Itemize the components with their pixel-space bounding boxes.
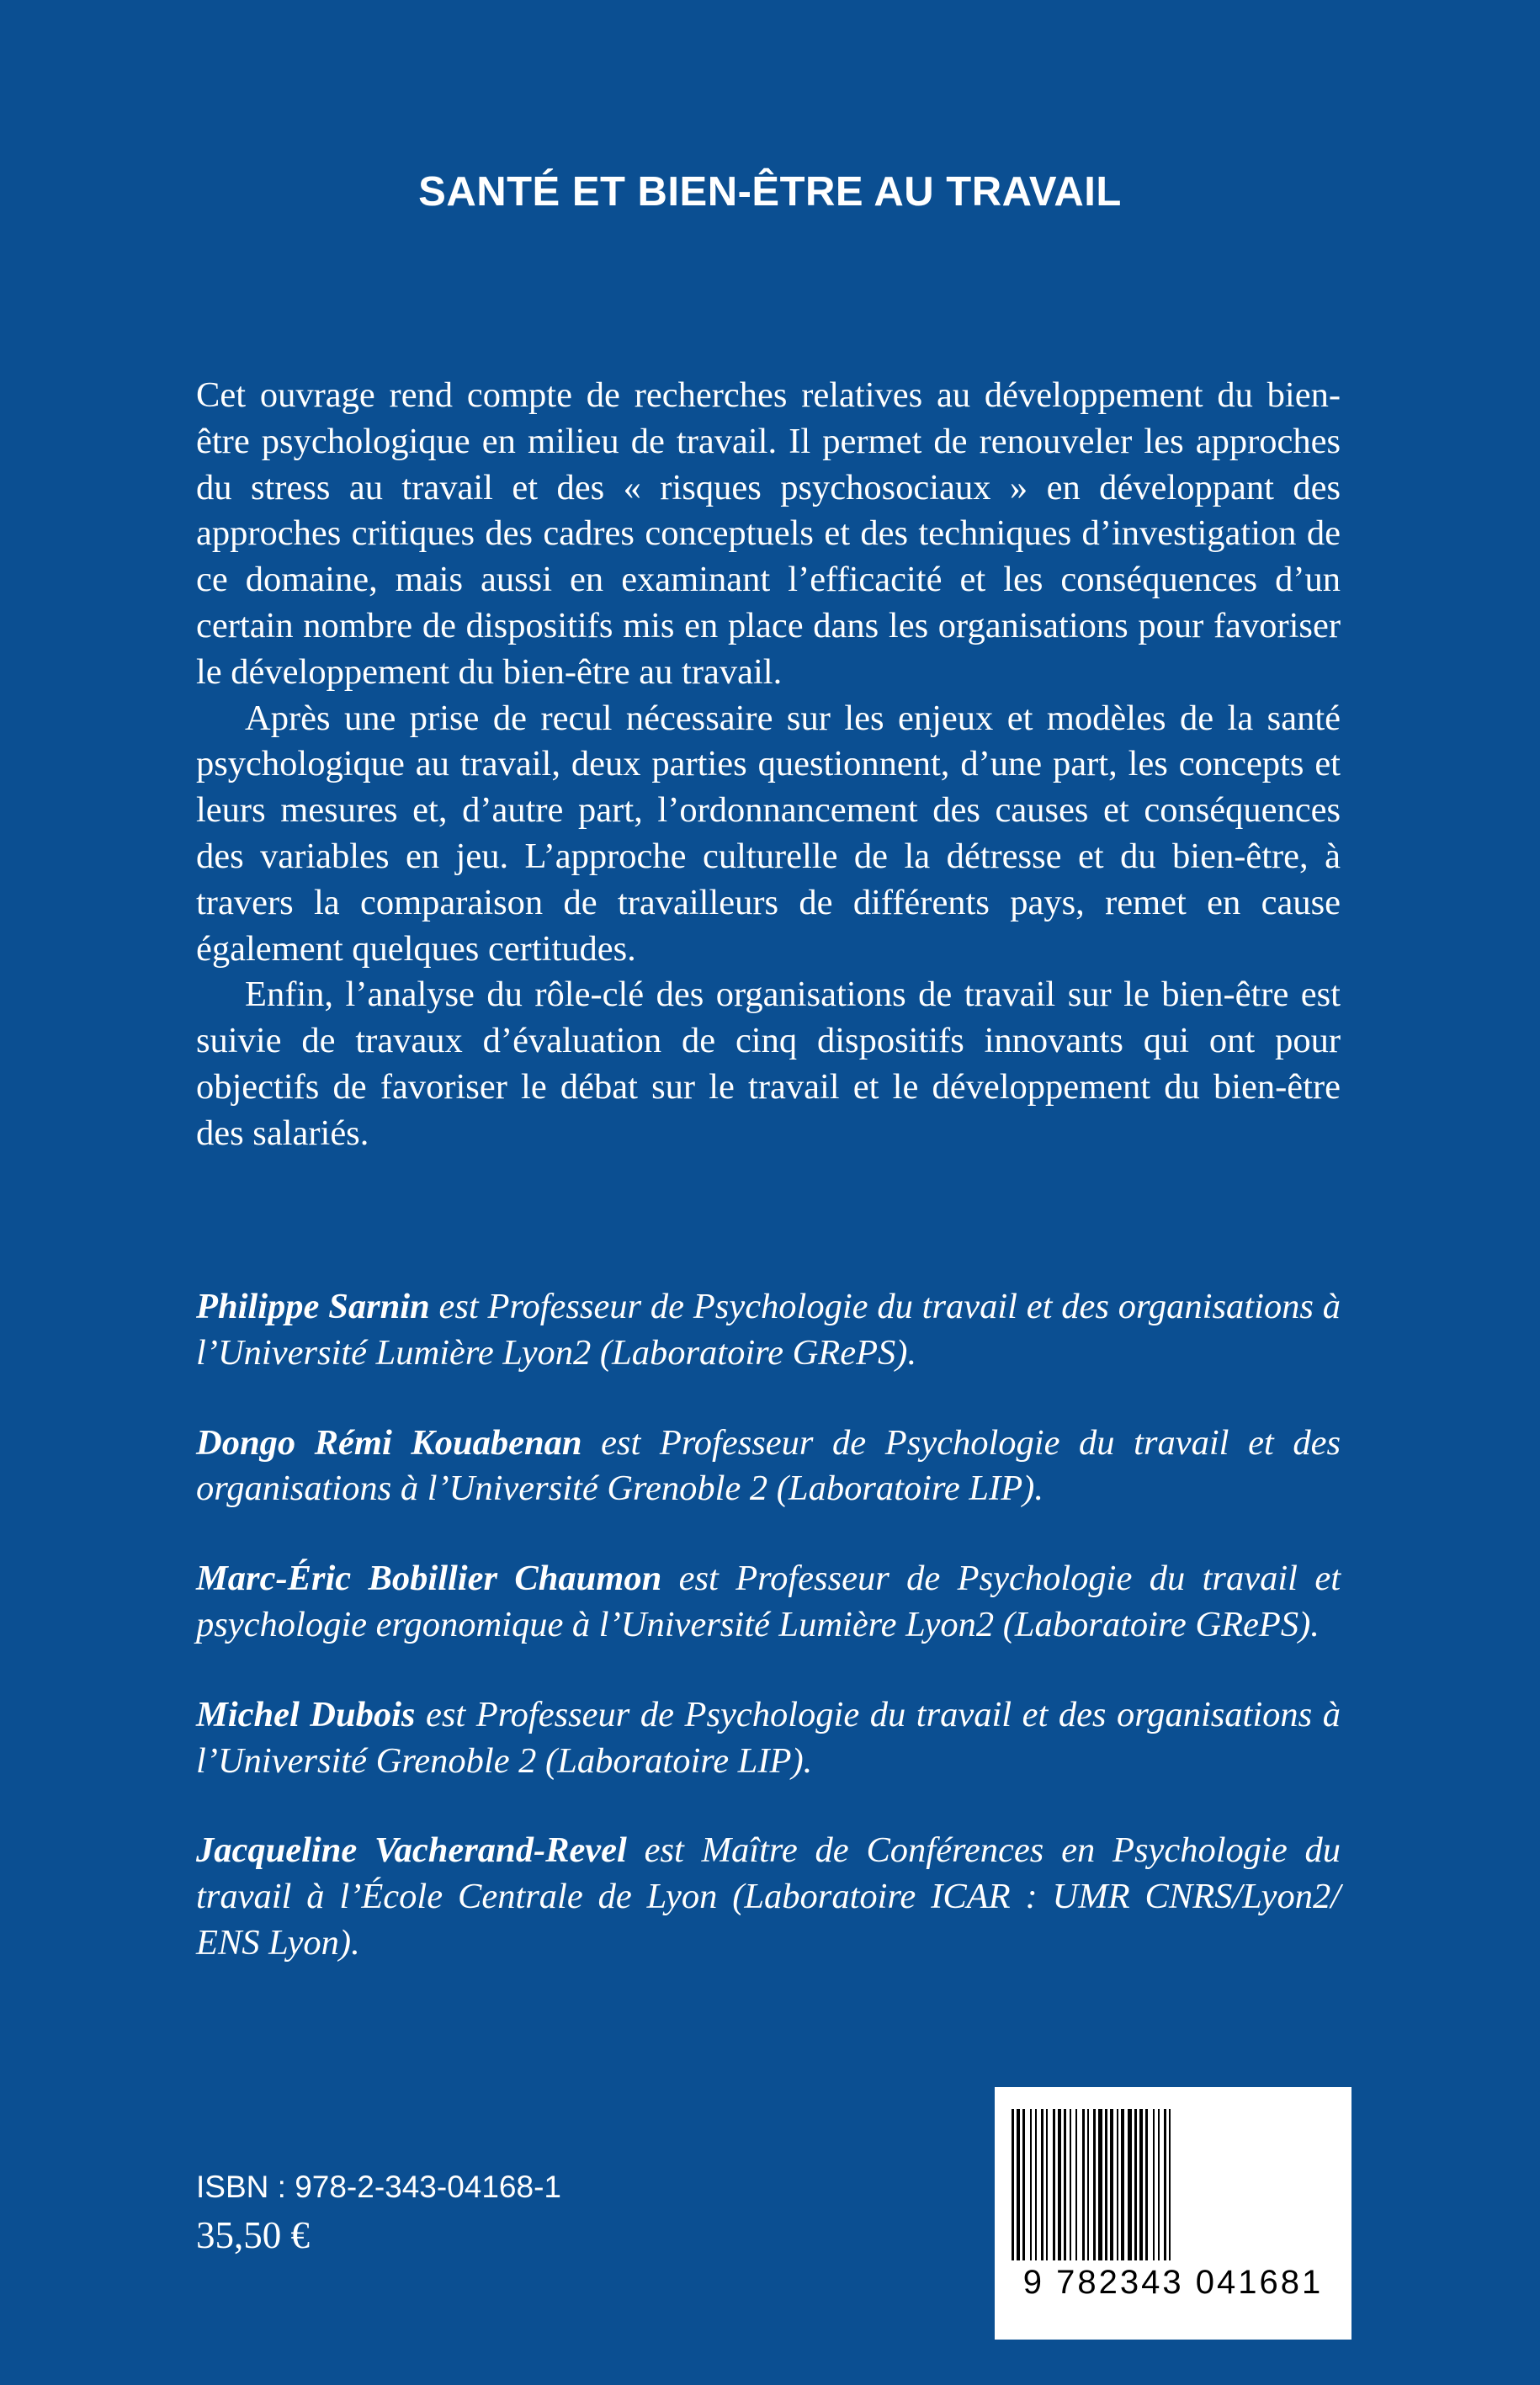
- author-description: est Maître de Conférences en Psychologie du travail à l’École Centrale de Lyon (Laboratoire ICAR : UMR CNRS/Lyon2/ ENS Lyon).: [196, 1830, 1341, 1963]
- barcode-bar: [1030, 2109, 1032, 2260]
- barcode-bar: [1041, 2109, 1043, 2260]
- author-description: est Professeur de Psychologie du travail et des organisations à l’Université Grenoble 2 (Laboratoire LIP).: [196, 1694, 1341, 1781]
- author-name: Marc-Éric Bobillier Chaumon: [196, 1559, 662, 1599]
- barcode-bar: [1064, 2109, 1066, 2260]
- barcode-bar: [1105, 2109, 1107, 2260]
- author-name: Dongo Rémi Kouabenan: [196, 1422, 582, 1463]
- author-name: Philippe Sarnin: [196, 1287, 430, 1326]
- barcode-bar: [1098, 2109, 1102, 2260]
- barcode-bar: [1145, 2109, 1148, 2260]
- barcode-bar: [1087, 2109, 1089, 2260]
- author-description: est Professeur de Psychologie du travail et des organisations à l’Université Grenoble 2 (Laboratoire LIP).: [196, 1422, 1341, 1509]
- author-bio: [196, 1828, 1341, 1966]
- barcode-bar: [1110, 2109, 1113, 2260]
- barcode-bar: [1075, 2109, 1077, 2260]
- author-bio: [196, 1284, 1341, 1377]
- barcode-bar: [1134, 2109, 1137, 2260]
- description-paragraph-1: Cet ouvrage rend compte de recherches relatives au développement du bien-être psychologique en milieu de travail. Il permet de renouveler les approches du stress au travail et des « risques psychosociaux » en développant des approches critiques des cadres conceptuels et des techniques d’investigation de ce domaine, mais aussi en examinant l’efficacité et les conséquences d’un certain nombre de dispositifs mis en place dans les organisations pour favoriser le développement du bien-être au travail.: [196, 375, 1341, 692]
- barcode-bar: [1128, 2109, 1132, 2260]
- author-bio: [196, 1556, 1341, 1649]
- description-paragraph-3: Enfin, l’analyse du rôle-clé des organisations de travail sur le bien-être est suivie de travaux d’évaluation de cinq dispositifs innovants qui ont pour objectifs de favoriser le débat sur le travail et le développement du bien-être des salariés.: [196, 975, 1341, 1153]
- isbn: ISBN : 978-2-343-04168-1: [196, 2170, 561, 2204]
- barcode-bar: [1169, 2109, 1171, 2260]
- barcode-bar: [1082, 2109, 1085, 2260]
- barcode-bar: [1117, 2109, 1118, 2260]
- author-bios: [196, 1284, 1341, 2011]
- barcode-bar: [1153, 2109, 1155, 2260]
- barcode-bar: [1035, 2109, 1037, 2260]
- barcode-bar: [1158, 2109, 1160, 2260]
- barcode-digits: 9 782343 041681: [1022, 2264, 1324, 2301]
- barcode-bar: [1017, 2109, 1020, 2260]
- barcode: [995, 2087, 1351, 2340]
- author-description: est Professeur de Psychologie du travail et des organisations à l’Université Lumière Lyon2 (Laboratoire GRePS).: [196, 1287, 1341, 1373]
- barcode-bar: [1093, 2109, 1096, 2260]
- book-title: SANTÉ ET BIEN-ÊTRE AU TRAVAIL: [418, 169, 1122, 215]
- barcode-bars: [1012, 2109, 1335, 2260]
- author-description: est Professeur de Psychologie du travail et psychologie ergonomique à l’Université Lumière Lyon2 (Laboratoire GRePS).: [196, 1559, 1341, 1644]
- description: [196, 373, 1341, 1157]
- barcode-bar: [1164, 2109, 1166, 2260]
- barcode-bar: [1022, 2109, 1025, 2260]
- barcode-bar: [1121, 2109, 1124, 2260]
- author-name: Jacqueline Vacherand-Revel: [196, 1830, 627, 1871]
- author-bio: [196, 1421, 1341, 1513]
- barcode-bar: [1058, 2109, 1061, 2260]
- description-paragraph-2: Après une prise de recul nécessaire sur les enjeux et modèles de la santé psychologique au travail, deux parties questionnent, d’une part, les concepts et leurs mesures et, d’autre part, l’ordonnancement des causes et conséquences des variables en jeu. L’approche culturelle de la détresse et du bien-être, à travers la comparaison de travailleurs de différents pays, remet en cause également quelques certitudes.: [196, 698, 1341, 969]
- barcode-bar: [1139, 2109, 1143, 2260]
- price: 35,50 €: [196, 2214, 310, 2256]
- author-name: Michel Dubois: [196, 1694, 416, 1734]
- barcode-bar: [1046, 2109, 1048, 2260]
- author-bio: [196, 1692, 1341, 1785]
- barcode-bar: [1012, 2109, 1014, 2260]
- barcode-bar: [1053, 2109, 1055, 2260]
- barcode-bar: [1070, 2109, 1071, 2260]
